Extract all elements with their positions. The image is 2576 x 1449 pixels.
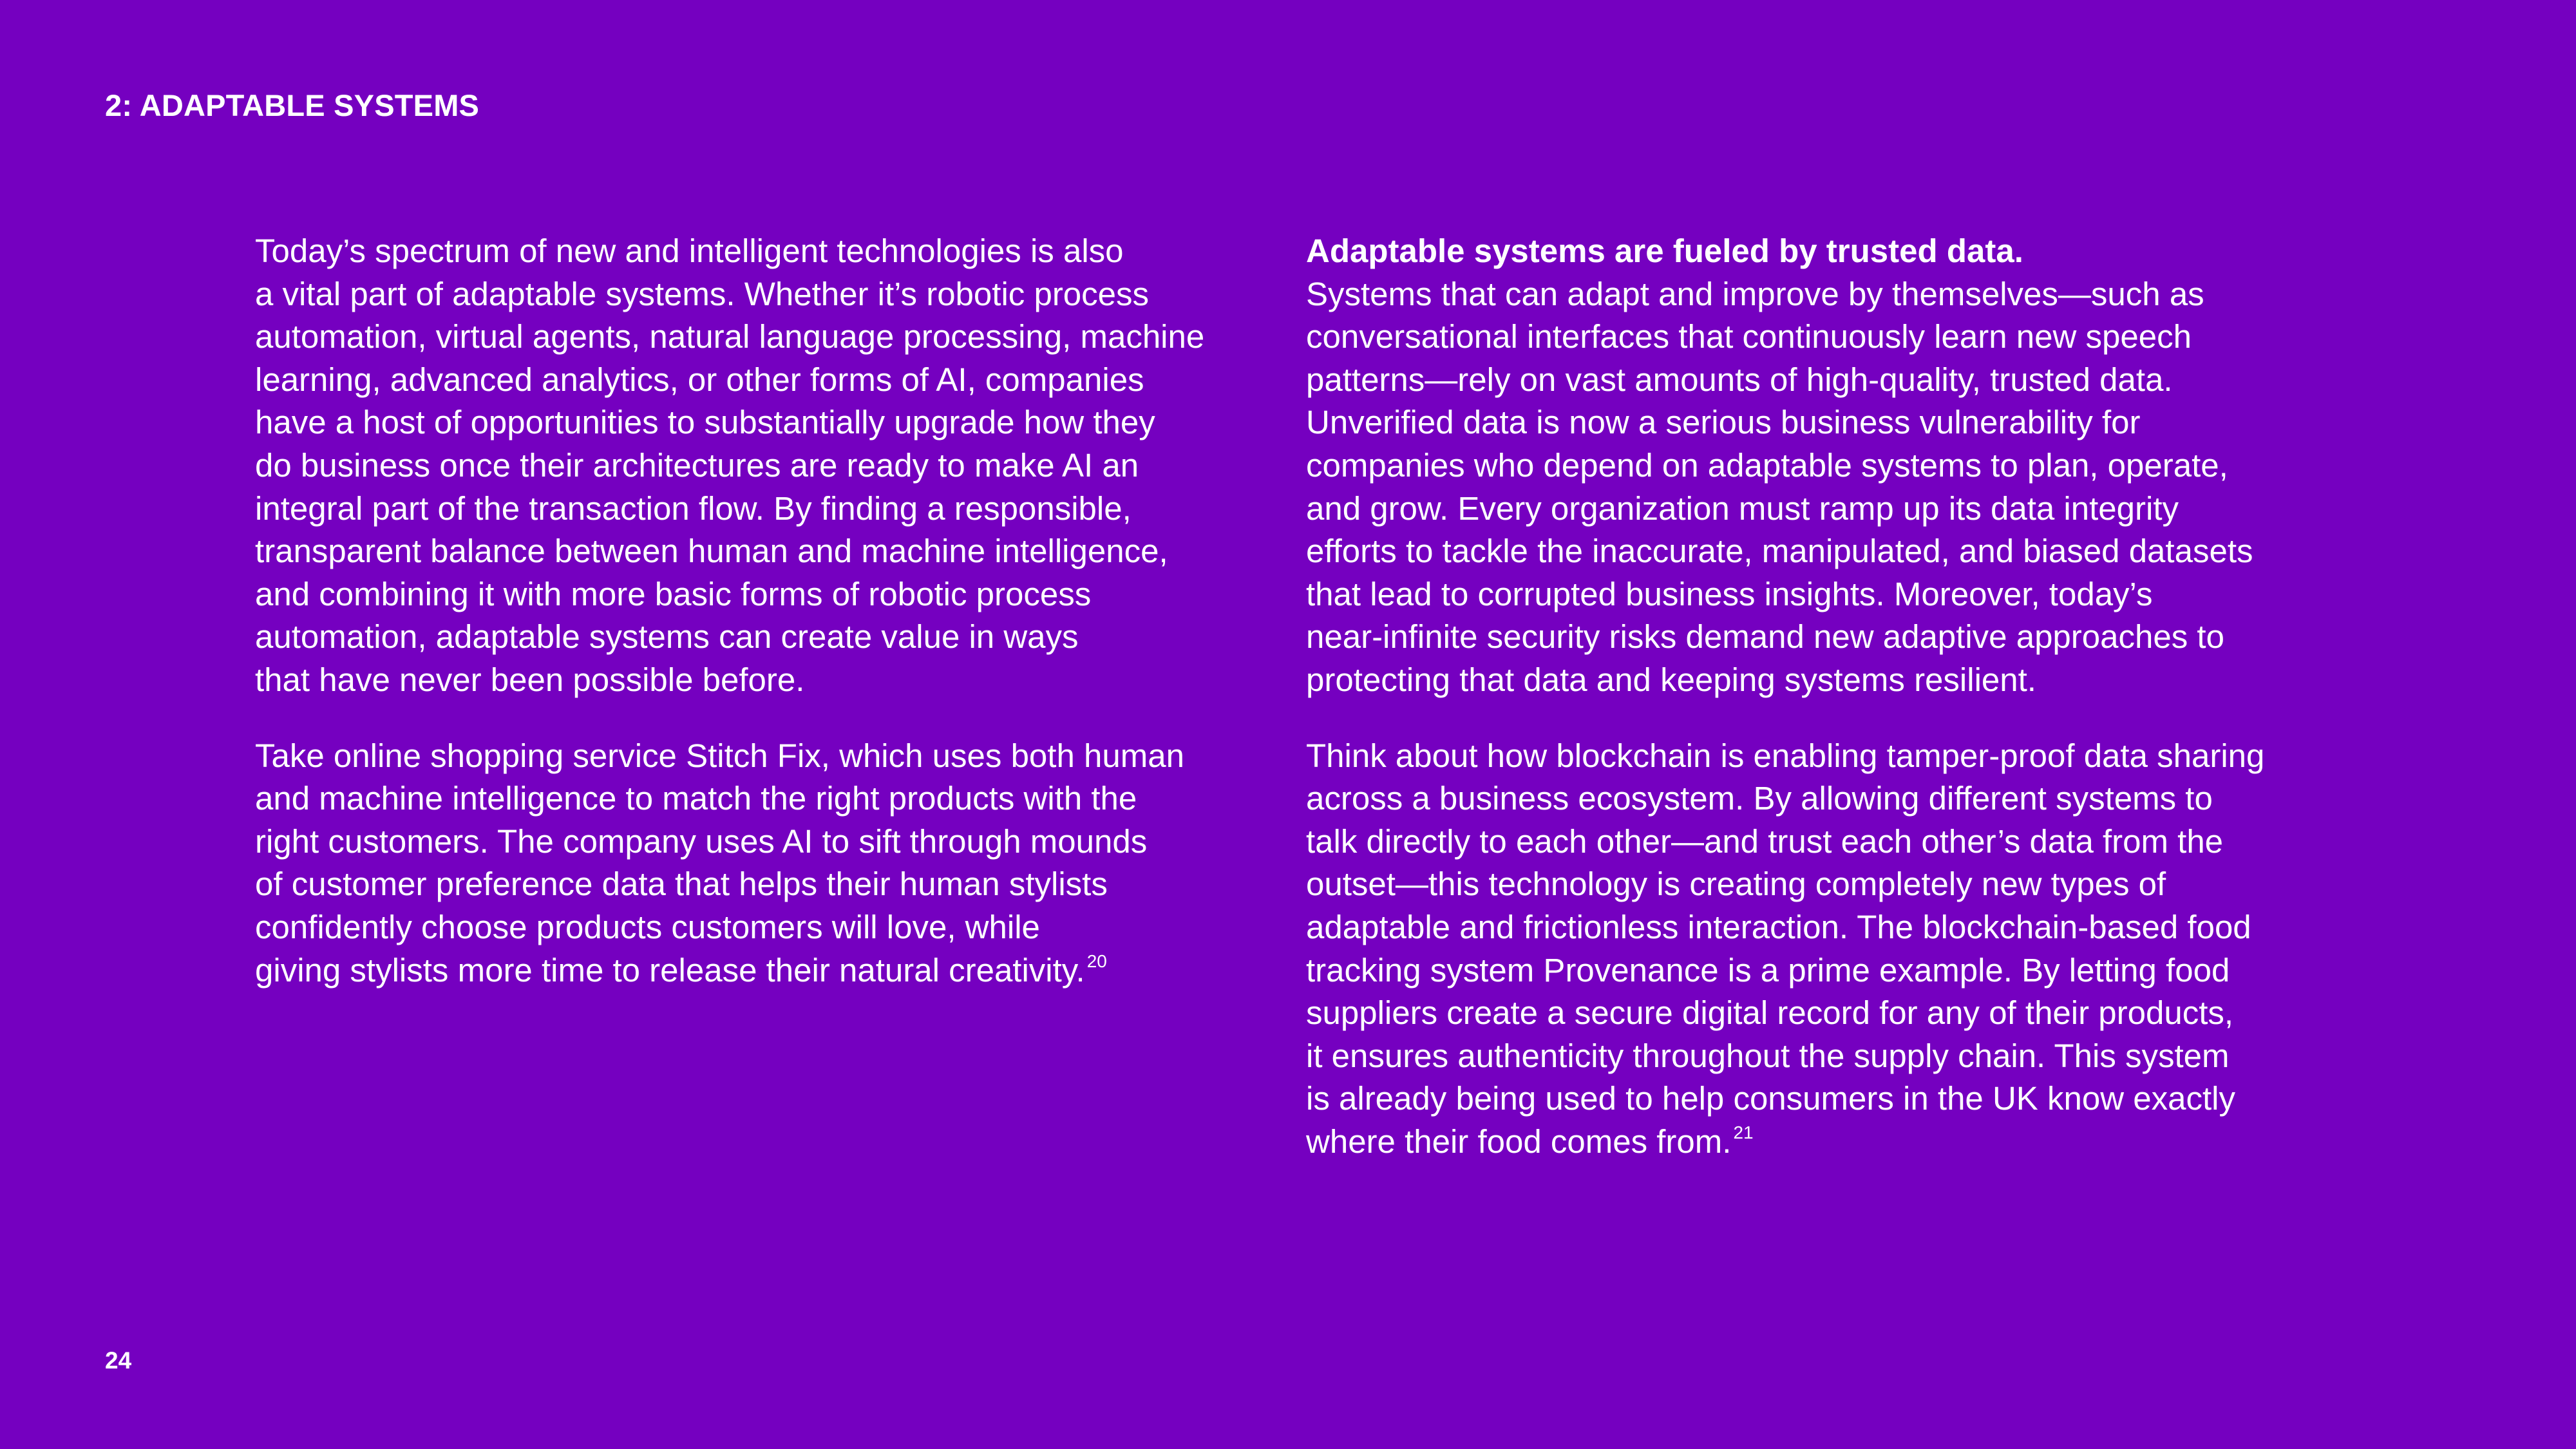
text-line: protecting that data and keeping systems resilient. xyxy=(1306,661,2036,698)
text-line: and machine intelligence to match the right products with the xyxy=(255,780,1137,817)
text-line: automation, adaptable systems can create value in ways xyxy=(255,618,1079,656)
text-line-content: where their food comes from. xyxy=(1306,1122,1732,1160)
text-line: near-infinite security risks demand new adaptive approaches to xyxy=(1306,618,2224,656)
text-line: integral part of the transaction flow. By finding a responsible, xyxy=(255,489,1132,527)
text-line: efforts to tackle the inaccurate, manipulated, and biased datasets xyxy=(1306,533,2253,570)
section-title: 2: ADAPTABLE SYSTEMS xyxy=(105,88,480,122)
text-line: a vital part of adaptable systems. Whether it’s robotic process xyxy=(255,275,1150,312)
footnote-ref-20: 20 xyxy=(1086,951,1107,971)
text-line-content: giving stylists more time to release their natural creativity. xyxy=(255,951,1085,989)
text-line: and grow. Every organization must ramp up its data integrity xyxy=(1306,489,2179,527)
text-line: across a business ecosystem. By allowing different systems to xyxy=(1306,780,2213,817)
left-paragraph-2 xyxy=(255,735,1260,992)
text-line: learning, advanced analytics, or other forms of AI, companies xyxy=(255,361,1144,398)
text-line: automation, virtual agents, natural language processing, machine xyxy=(255,318,1205,355)
subheading: Adaptable systems are fueled by trusted data. xyxy=(1306,232,2023,269)
left-column xyxy=(255,230,1260,1025)
text-line: tracking system Provenance is a prime example. By letting food xyxy=(1306,951,2230,989)
text-line: companies who depend on adaptable systems to plan, operate, xyxy=(1306,446,2228,484)
footnote-ref-21: 21 xyxy=(1733,1122,1754,1142)
text-line xyxy=(1306,1121,2324,1164)
page-number: 24 xyxy=(105,1347,132,1374)
text-line: confidently choose products customers will love, while xyxy=(255,908,1040,945)
text-line: have a host of opportunities to substantially upgrade how they xyxy=(255,404,1155,441)
text-line: of customer preference data that helps their human stylists xyxy=(255,866,1108,903)
text-line: Think about how blockchain is enabling tamper-proof data sharing xyxy=(1306,737,2265,774)
text-line: Today’s spectrum of new and intelligent technologies is also xyxy=(255,232,1124,269)
text-line: Systems that can adapt and improve by themselves—such as xyxy=(1306,275,2204,312)
text-line: patterns—rely on vast amounts of high-quality, trusted data. xyxy=(1306,361,2173,398)
text-line: adaptable and frictionless interaction. The blockchain-based food xyxy=(1306,908,2251,945)
right-paragraph-2 xyxy=(1306,735,2324,1164)
text-line: Unverified data is now a serious business vulnerability for xyxy=(1306,404,2141,441)
right-column xyxy=(1306,230,2324,1196)
text-line: that lead to corrupted business insights. Moreover, today’s xyxy=(1306,575,2153,612)
text-line: talk directly to each other—and trust each other’s data from the xyxy=(1306,822,2224,860)
text-line: do business once their architectures are ready to make AI an xyxy=(255,446,1139,484)
text-line: right customers. The company uses AI to sift through mounds xyxy=(255,822,1148,860)
text-line: outset—this technology is creating completely new types of xyxy=(1306,866,2166,903)
text-line: is already being used to help consumers in the UK know exactly xyxy=(1306,1080,2235,1117)
text-line: transparent balance between human and machine intelligence, xyxy=(255,533,1168,570)
text-line: that have never been possible before. xyxy=(255,661,805,698)
right-paragraph-1 xyxy=(1306,273,2324,702)
text-line: Take online shopping service Stitch Fix, which uses both human xyxy=(255,737,1184,774)
text-line xyxy=(255,949,1260,992)
left-paragraph-1 xyxy=(255,230,1260,702)
text-line: suppliers create a secure digital record for any of their products, xyxy=(1306,994,2234,1032)
text-line: conversational interfaces that continuously learn new speech xyxy=(1306,318,2192,355)
text-line: it ensures authenticity throughout the supply chain. This system xyxy=(1306,1037,2230,1074)
text-line: and combining it with more basic forms of robotic process xyxy=(255,575,1092,612)
